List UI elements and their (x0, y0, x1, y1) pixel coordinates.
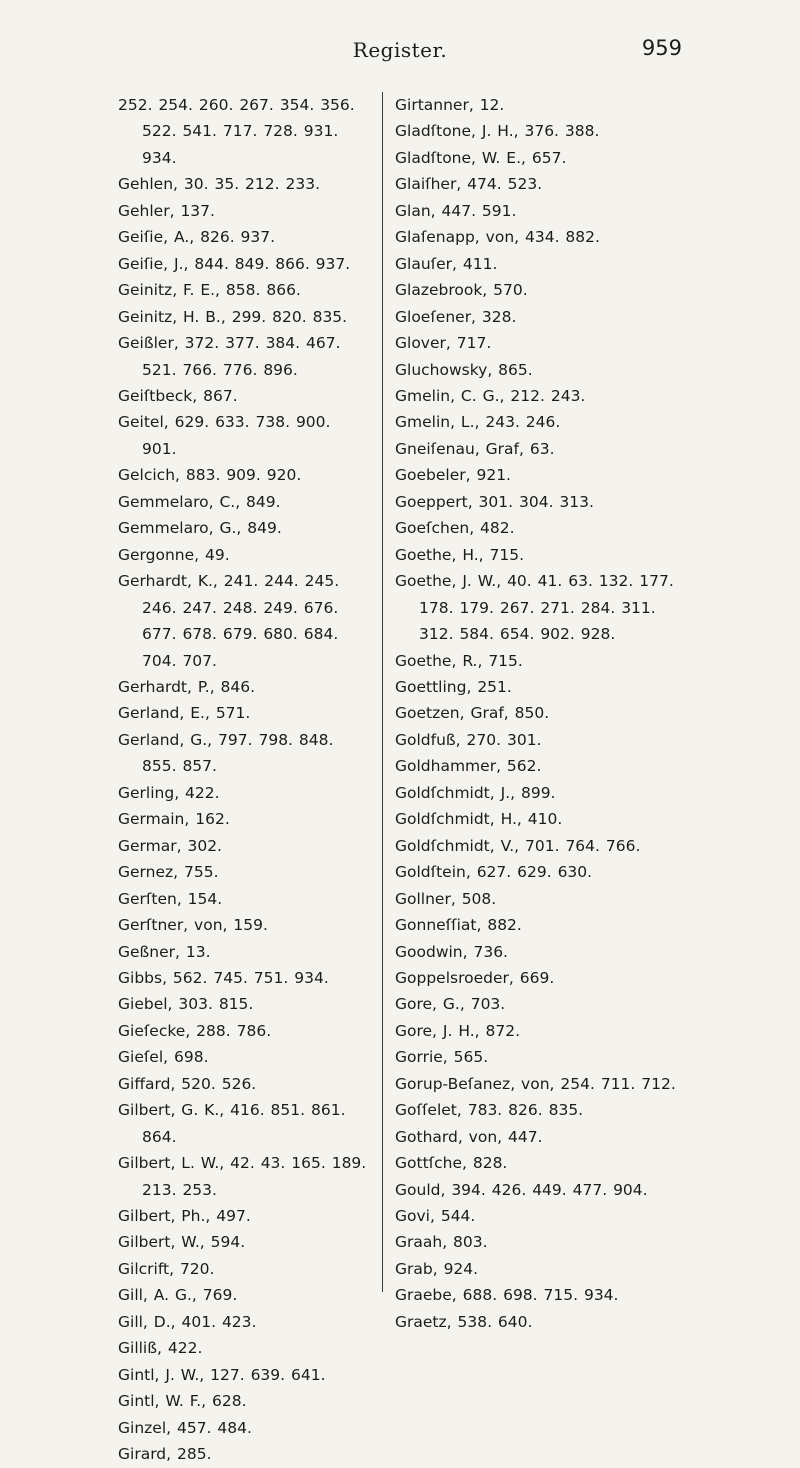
index-entry: Goetzen, Graf, 850. (395, 704, 550, 723)
index-entry: Goldfuß, 270. 301. (395, 730, 542, 749)
index-entry: Gerhardt, K., 241. 244. 245. 246. 247. 248. 249. 676. 677. 678. 679. 680. 684. 704. 707. (118, 572, 340, 670)
index-entry: Goldſchmidt, J., 899. (395, 783, 556, 802)
index-entry: Gill, D., 401. 423. (118, 1312, 257, 1331)
index-entry: Gilbert, L. W., 42. 43. 165. 189. 213. 253. (118, 1154, 367, 1199)
index-column-right (382, 92, 695, 1331)
index-entry: Gilbert, G. K., 416. 851. 861. 864. (118, 1101, 346, 1146)
index-entry: Gorup-Beſanez, von, 254. 711. 712. (395, 1074, 676, 1093)
index-entry: Gemmelaro, G., 849. (118, 519, 282, 538)
index-entry: Goppelsroeder, 669. (395, 968, 555, 987)
index-entry: Graetz, 538. 640. (395, 1312, 533, 1331)
index-entry: Gore, J. H., 872. (395, 1021, 521, 1040)
index-entry: Goeſchen, 482. (395, 519, 515, 538)
index-entry: Goethe, H., 715. (395, 545, 524, 564)
index-entry: Gilliß, 422. (118, 1339, 203, 1358)
index-entry: Giffard, 520. 526. (118, 1074, 257, 1093)
index-entry: Govi, 544. (395, 1207, 476, 1226)
index-entry: 252. 254. 260. 267. 354. 356. 522. 541. 717. 728. 931. 934. (118, 96, 355, 167)
index-entry: Gonneſſiat, 882. (395, 916, 522, 935)
index-entry: Gluchowsky, 865. (395, 360, 533, 379)
index-entry: Girtanner, 12. (395, 96, 505, 114)
page-number: 959 (641, 36, 682, 60)
index-entry: Graebe, 688. 698. 715. 934. (395, 1286, 619, 1305)
index-entry: Glaſenapp, von, 434. 882. (395, 228, 600, 247)
index-entry: Gerſtner, von, 159. (118, 916, 268, 935)
index-entry: Goſſelet, 783. 826. 835. (395, 1101, 584, 1120)
index-entry: Gernez, 755. (118, 863, 219, 882)
index-entry: Gladſtone, J. H., 376. 388. (395, 122, 600, 141)
index-entry: Glauſer, 411. (395, 254, 498, 273)
index-entry: Gintl, J. W., 127. 639. 641. (118, 1365, 326, 1384)
index-entry: Germain, 162. (118, 810, 230, 829)
index-entry: Geinitz, F. E., 858. 866. (118, 281, 301, 300)
index-entry: Gehlen, 30. 35. 212. 233. (118, 175, 320, 194)
index-entry: Ginzel, 457. 484. (118, 1418, 252, 1437)
index-entry: Gollner, 508. (395, 889, 497, 908)
index-entry: Geitel, 629. 633. 738. 900. 901. (118, 413, 331, 458)
index-entry: Girard, 285. (118, 1445, 212, 1464)
index-entry: Geinitz, H. B., 299. 820. 835. (118, 307, 348, 326)
index-entry: Gladſtone, W. E., 657. (395, 148, 567, 167)
index-entry: Gould, 394. 426. 449. 477. 904. (395, 1180, 648, 1199)
index-entry: Giebel, 303. 815. (118, 995, 254, 1014)
index-entry: Gelcich, 883. 909. 920. (118, 466, 302, 485)
index-entry: Geiſie, J., 844. 849. 866. 937. (118, 254, 351, 273)
index-entry: Glover, 717. (395, 334, 492, 353)
index-entry: Glan, 447. 591. (395, 201, 517, 220)
index-entry: Gerſten, 154. (118, 889, 223, 908)
index-entry: Goldſchmidt, V., 701. 764. 766. (395, 836, 641, 855)
index-entry: Goldſchmidt, H., 410. (395, 810, 563, 829)
index-entry: Goettling, 251. (395, 677, 512, 696)
index-column-left (118, 92, 368, 1468)
index-entry: Gieſecke, 288. 786. (118, 1021, 272, 1040)
index-entry: Gerling, 422. (118, 783, 220, 802)
index-entry: Gilcrift, 720. (118, 1259, 215, 1278)
index-entry: Gerland, G., 797. 798. 848. 855. 857. (118, 730, 334, 776)
index-entry: Gneiſenau, Graf, 63. (395, 439, 555, 458)
index-entry: Gerhardt, P., 846. (118, 677, 256, 696)
index-entry: Goeppert, 301. 304. 313. (395, 492, 594, 511)
index-entry: Gintl, W. F., 628. (118, 1392, 247, 1411)
index-entry: Gothard, von, 447. (395, 1127, 543, 1146)
index-entry: Glaiſher, 474. 523. (395, 175, 543, 194)
index-entry: Gemmelaro, C., 849. (118, 492, 281, 511)
index-entry: Gilbert, Ph., 497. (118, 1207, 251, 1226)
index-entry: Graah, 803. (395, 1233, 488, 1252)
index-entry: Goebeler, 921. (395, 466, 511, 485)
index-entry: Goldſtein, 627. 629. 630. (395, 863, 593, 882)
index-entry: Gottſche, 828. (395, 1154, 508, 1173)
index-entry: Gilbert, W., 594. (118, 1233, 246, 1252)
index-entry: Geiſtbeck, 867. (118, 386, 238, 405)
index-entry: Glazebrook, 570. (395, 281, 528, 300)
index-entry: Gibbs, 562. 745. 751. 934. (118, 968, 329, 987)
index-entry: Goethe, R., 715. (395, 651, 523, 670)
index-entry: Gore, G., 703. (395, 995, 506, 1014)
index-entry: Gieſel, 698. (118, 1048, 209, 1067)
index-entry: Gmelin, C. G., 212. 243. (395, 386, 586, 405)
index-entry: Geißler, 372. 377. 384. 467. 521. 766. 776. 896. (118, 334, 341, 379)
index-entry: Geiſie, A., 826. 937. (118, 228, 276, 247)
index-entry: Gergonne, 49. (118, 545, 230, 564)
index-entry: Gmelin, L., 243. 246. (395, 413, 561, 432)
index-entry: Gerland, E., 571. (118, 704, 251, 723)
index-entry: Gloeſener, 328. (395, 307, 517, 326)
index-entry: Germar, 302. (118, 836, 222, 855)
index-entry: Goethe, J. W., 40. 41. 63. 132. 177. 178. 179. 267. 271. 284. 311. 312. 584. 654. 902. 928. (395, 572, 674, 644)
index-entry: Geßner, 13. (118, 942, 211, 961)
index-entry: Goldhammer, 562. (395, 757, 542, 776)
index-entry: Gehler, 137. (118, 201, 215, 220)
index-entry: Gill, A. G., 769. (118, 1286, 238, 1305)
page-title: Register. (352, 38, 448, 62)
index-entry: Goodwin, 736. (395, 942, 508, 961)
index-entry: Gorrie, 565. (395, 1048, 489, 1067)
index-entry: Grab, 924. (395, 1259, 479, 1278)
